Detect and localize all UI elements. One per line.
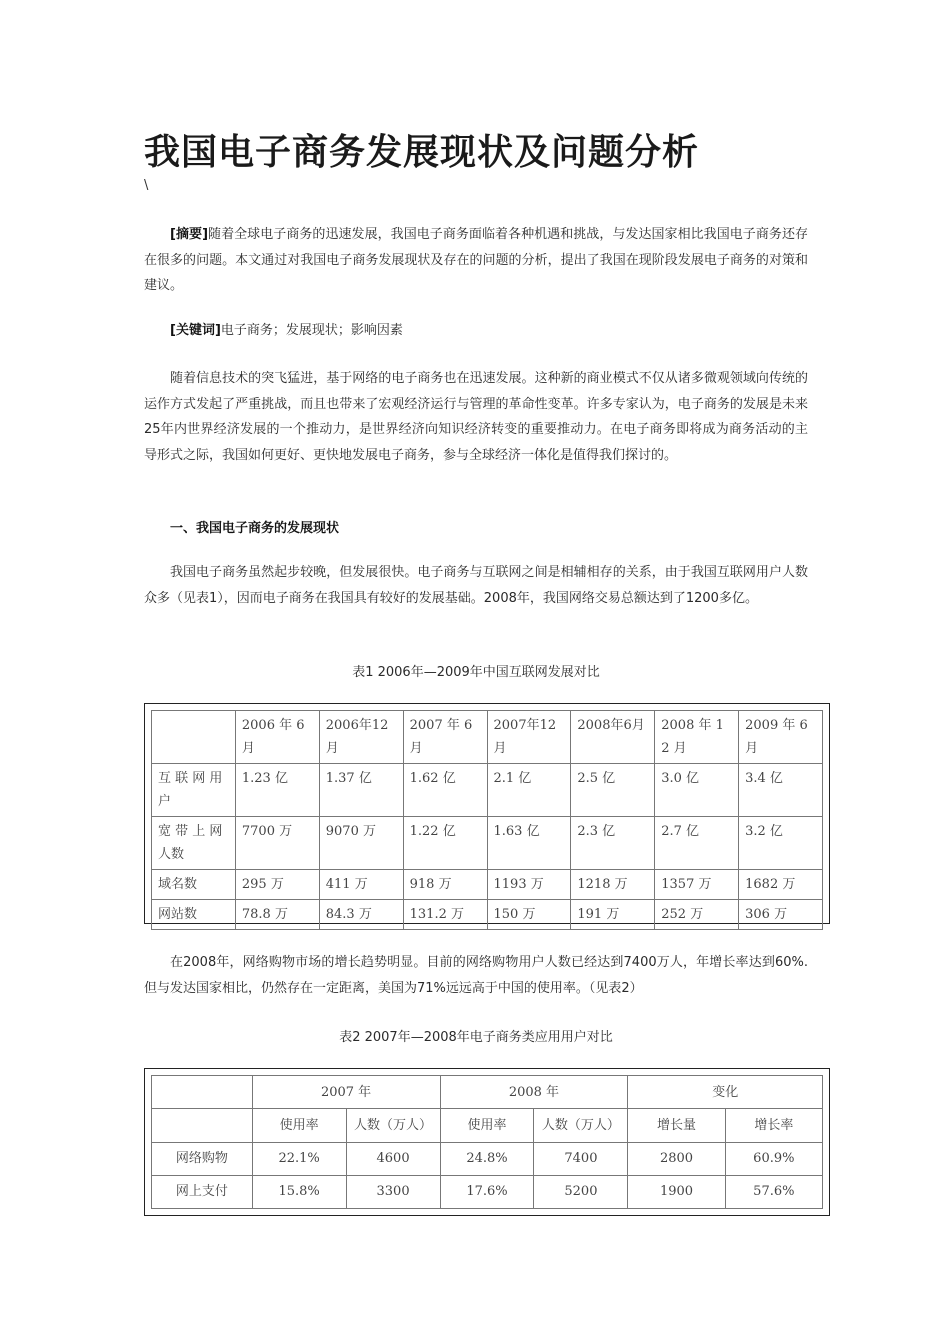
table-cell: 2006年12月 bbox=[319, 711, 403, 764]
table-header-row bbox=[152, 711, 823, 764]
table-cell: 2800 bbox=[628, 1142, 725, 1175]
table-group-header-row bbox=[152, 1076, 823, 1109]
abstract-paragraph bbox=[144, 222, 808, 299]
table-cell: 411 万 bbox=[319, 870, 403, 900]
table-cell: 918 万 bbox=[403, 870, 487, 900]
section1-paragraph-2: 在2008年，网络购物市场的增长趋势明显。目前的网络购物用户人数已经达到7400万人，年增长率达到60%.但与发达国家相比，仍然存在一定距离，美国为71%远远高于中国的使用率。（见表2） bbox=[144, 955, 808, 996]
table-cell: 宽 带 上 网人数 bbox=[152, 817, 236, 870]
table-cell: 3300 bbox=[346, 1175, 440, 1208]
table-cell: 5200 bbox=[534, 1175, 628, 1208]
keywords-paragraph bbox=[144, 318, 808, 344]
table-cell: 24.8% bbox=[440, 1142, 534, 1175]
table-cell: 22.1% bbox=[252, 1142, 346, 1175]
table-cell: 1.63 亿 bbox=[487, 817, 571, 870]
table-row bbox=[152, 900, 823, 930]
table1-frame bbox=[144, 703, 830, 924]
table-cell: 3.0 亿 bbox=[655, 764, 739, 817]
table-cell: 7400 bbox=[534, 1142, 628, 1175]
table1 bbox=[151, 710, 823, 930]
table-header-row bbox=[152, 1109, 823, 1142]
keywords-text: 电子商务；发展现状；影响因素 bbox=[220, 323, 403, 338]
table-cell: 131.2 万 bbox=[403, 900, 487, 930]
table-cell: 2007 年 bbox=[252, 1076, 440, 1109]
table-cell: 15.8% bbox=[252, 1175, 346, 1208]
table-cell: 1900 bbox=[628, 1175, 725, 1208]
table-cell: 1193 万 bbox=[487, 870, 571, 900]
table-cell: 306 万 bbox=[739, 900, 823, 930]
table-cell: 191 万 bbox=[571, 900, 655, 930]
table-cell: 2.7 亿 bbox=[655, 817, 739, 870]
table-cell: 人数（万人） bbox=[346, 1109, 440, 1142]
intro-paragraph: 随着信息技术的突飞猛进，基于网络的电子商务也在迅速发展。这种新的商业模式不仅从诸多微观领域向传统的运作方式发起了严重挑战，而且也带来了宏观经济运行与管理的革命性变革。许多专家认为，电子商务的发展是未来25年内世界经济发展的一个推动力，是世界经济向知识经济转变的重要推动力。在电子商务即将成为商务活动的主导形式之际，我国如何更好、更快地发展电子商务，参与全球经济一体化是值得我们探讨的。 bbox=[144, 371, 808, 463]
table2-caption: 表2 2007年—2008年电子商务类应用用户对比 bbox=[339, 1030, 613, 1045]
table-cell bbox=[152, 1076, 253, 1109]
table-cell: 84.3 万 bbox=[319, 900, 403, 930]
table-cell: 9070 万 bbox=[319, 817, 403, 870]
table-cell bbox=[152, 711, 236, 764]
table-cell: 2.5 亿 bbox=[571, 764, 655, 817]
table2 bbox=[151, 1075, 823, 1209]
table-cell: 1682 万 bbox=[739, 870, 823, 900]
table-cell: 使用率 bbox=[440, 1109, 534, 1142]
table-cell: 人数（万人） bbox=[534, 1109, 628, 1142]
table-cell: 域名数 bbox=[152, 870, 236, 900]
table-cell: 78.8 万 bbox=[235, 900, 319, 930]
abstract-text: 随着全球电子商务的迅速发展，我国电子商务面临着各种机遇和挑战，与发达国家相比我国电子商务还存在很多的问题。本文通过对我国电子商务发展现状及存在的问题的分析，提出了我国在现阶段发展电子商务的对策和建议。 bbox=[144, 227, 808, 293]
table-cell: 3.2 亿 bbox=[739, 817, 823, 870]
table-cell: 网站数 bbox=[152, 900, 236, 930]
section1-paragraph-1: 我国电子商务虽然起步较晚，但发展很快。电子商务与互联网之间是相辅相存的关系，由于我国互联网用户人数众多（见表1），因而电子商务在我国具有较好的发展基础。2008年，我国网络交易总额达到了1200多亿。 bbox=[144, 565, 808, 606]
table-cell: 网上支付 bbox=[152, 1175, 253, 1208]
table-cell: 使用率 bbox=[252, 1109, 346, 1142]
table-cell: 变化 bbox=[628, 1076, 823, 1109]
table-cell: 1.62 亿 bbox=[403, 764, 487, 817]
table-cell: 增长率 bbox=[725, 1109, 822, 1142]
table-cell: 2007年12月 bbox=[487, 711, 571, 764]
table-cell: 2006 年 6 月 bbox=[235, 711, 319, 764]
table-cell: 4600 bbox=[346, 1142, 440, 1175]
table-cell: 7700 万 bbox=[235, 817, 319, 870]
table-cell: 2008年6月 bbox=[571, 711, 655, 764]
stray-backslash: \ bbox=[144, 178, 149, 193]
table-cell bbox=[152, 1109, 253, 1142]
table-row bbox=[152, 764, 823, 817]
table-cell: 网络购物 bbox=[152, 1142, 253, 1175]
table-cell: 2008 年 12 月 bbox=[655, 711, 739, 764]
table-cell: 2.3 亿 bbox=[571, 817, 655, 870]
table-cell: 60.9% bbox=[725, 1142, 822, 1175]
table-cell: 17.6% bbox=[440, 1175, 534, 1208]
table-cell: 150 万 bbox=[487, 900, 571, 930]
table1-caption: 表1 2006年—2009年中国互联网发展对比 bbox=[352, 665, 600, 680]
table-cell: 2008 年 bbox=[440, 1076, 628, 1109]
table-row bbox=[152, 817, 823, 870]
table-cell: 互 联 网 用户 bbox=[152, 764, 236, 817]
table-cell: 1.37 亿 bbox=[319, 764, 403, 817]
table-row bbox=[152, 870, 823, 900]
table-cell: 1357 万 bbox=[655, 870, 739, 900]
table-cell: 3.4 亿 bbox=[739, 764, 823, 817]
table-cell: 295 万 bbox=[235, 870, 319, 900]
table-cell: 1.22 亿 bbox=[403, 817, 487, 870]
table-cell: 1218 万 bbox=[571, 870, 655, 900]
table-cell: 1.23 亿 bbox=[235, 764, 319, 817]
table-row bbox=[152, 1175, 823, 1208]
table-row bbox=[152, 1142, 823, 1175]
document-title: 我国电子商务发展现状及问题分析 bbox=[144, 131, 700, 173]
section-heading: 一、我国电子商务的发展现状 bbox=[170, 521, 340, 536]
table-cell: 57.6% bbox=[725, 1175, 822, 1208]
table-cell: 2007 年 6 月 bbox=[403, 711, 487, 764]
keywords-label: [关键词] bbox=[170, 323, 221, 338]
table-cell: 2.1 亿 bbox=[487, 764, 571, 817]
table-cell: 252 万 bbox=[655, 900, 739, 930]
table-cell: 2009 年 6 月 bbox=[739, 711, 823, 764]
table2-frame bbox=[144, 1068, 830, 1216]
abstract-label: [摘要] bbox=[170, 227, 209, 242]
table-cell: 增长量 bbox=[628, 1109, 725, 1142]
